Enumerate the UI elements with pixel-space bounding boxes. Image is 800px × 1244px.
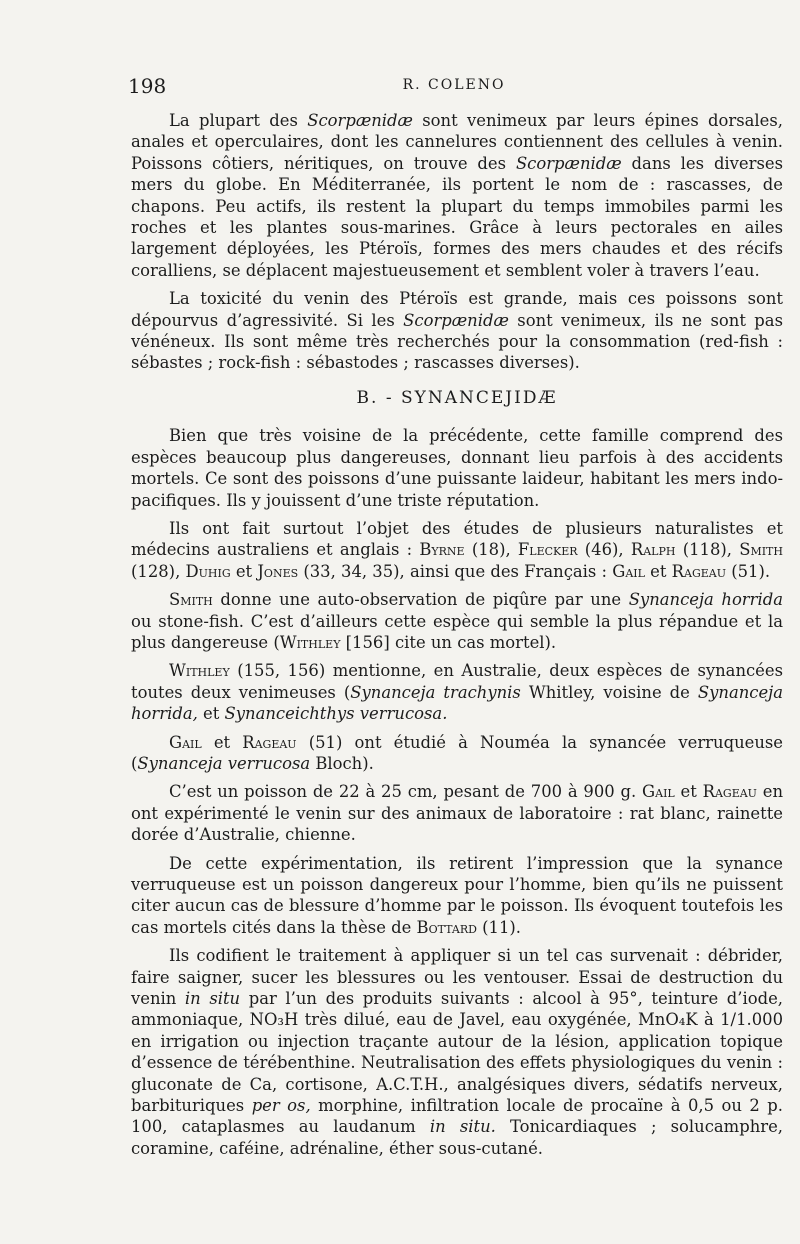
paragraph-6: Withley (155, 156) mentionne, en Australie, deux espèces de synancées toutes deux venimeuses (Synanceja trachynis Whitley, voisine de Synanceja horrida, et Synanceichthys verrucosa.: [131, 661, 784, 724]
paragraph-8: C’est un poisson de 22 à 25 cm, pesant de 700 à 900 g. Gail et Rageau en ont expérimenté le venin sur des animaux de laboratoire : rat blanc, rainette dorée d’Australie, chienne.: [131, 782, 784, 845]
page-body: [131, 110, 783, 1166]
author-name: Gail: [642, 782, 675, 802]
author-name: Rageau: [242, 732, 297, 752]
paragraph-7: Gail et Rageau (51) ont étudié à Nouméa la synancée verruqueuse (Synanceja verrucosa Bloch).: [131, 732, 783, 773]
author-name: Rageau: [671, 561, 726, 581]
author-name: Withley: [279, 632, 341, 652]
author-name: Jones: [257, 561, 299, 581]
author-name: Byrne: [419, 540, 465, 560]
page-header: [128, 74, 780, 100]
running-head: R. COLENO: [402, 77, 506, 93]
paragraph-10: Ils codifient le traitement à appliquer si un tel cas survenait : débrider, faire saigner, sucer les blessures ou les ventouser. Essai de destruction du venin in situ par l’un des produits suivants : alcool à 95°, teinture d’iode, ammoniaque, NO₃H très dilué, eau de Javel, eau oxygénée, MnO₄K à 1/1.000 en irrigation ou injection traçante autour de la lésion, application topique d’essence de térébenthine. Neutralisation des effets physiologiques du venin : gluconate de Ca, cortisone, A.C.T.H., analgésiques divers, sédatifs nerveux, barbituriques per os, morphine, infiltration locale de procaïne à 0,5 ou 2 p. 100, cataplasmes au laudanum in situ. Tonicardiaques ; solucamphre, coramine, caféine, adrénaline, éther sous-cutané.: [131, 946, 784, 1158]
author-name: Duhig: [185, 561, 231, 581]
author-name: Flecker: [517, 540, 578, 560]
author-name: Smith: [169, 590, 213, 610]
page-number: 198: [128, 74, 167, 98]
author-name: Rageau: [702, 782, 757, 802]
author-name: Gail: [169, 732, 202, 752]
paragraph-5: Smith donne une auto-observation de piqûre par une Synanceja horrida ou stone-fish. C’est d’ailleurs cette espèce qui semble la plus répandue et la plus dangereuse (Withley [156] cite un cas mortel).: [131, 590, 783, 652]
paragraph-4: Ils ont fait surtout l’objet des études de plusieurs naturalistes et médecins australiens et anglais : Byrne (18), Flecker (46), Ralph (118), Smith (128), Duhig et Jones (33, 34, 35), ainsi que des Français : Gail et Rageau (51).: [131, 518, 783, 581]
author-name: Gail: [612, 561, 645, 581]
author-name: Withley: [169, 661, 230, 681]
author-name: Smith: [739, 540, 783, 560]
author-name: Bottard: [416, 917, 477, 937]
paragraph-3: Bien que très voisine de la précédente, cette famille comprend des espèces beaucoup plus dangereuses, donnant lieu parfois à des accidents mortels. Ce sont des poissons d’une puissante laideur, habitant les mers indo-pacifiques. Ils y jouissent d’une triste réputation.: [131, 426, 783, 510]
paragraph-2: La toxicité du venin des Ptéroïs est grande, mais ces poissons sont dépourvus d’agressivité. Si les Scorpænidæ sont venimeux, ils ne sont pas vénéneux. Ils sont même très recherchés pour la consommation (red-fish : sébastes ; rock-fish : sébastodes ; rascasses diverses).: [131, 289, 783, 373]
section-heading: B. - SYNANCEJIDÆ: [356, 387, 558, 408]
author-name: Ralph: [630, 540, 676, 560]
paragraph-1: La plupart des Scorpænidæ sont venimeux par leurs épines dorsales, anales et operculaires, dont les cannelures contiennent des cellules à venin. Poissons côtiers, néritiques, on trouve des Scorpænidæ dans les diverses mers du globe. En Méditerranée, ils portent le nom de : rascasses, de chapons. Peu actifs, ils restent la plupart du temps immobiles parmi les roches et les plantes sous-marines. Grâce à leurs pectorales en ailes largement déployées, les Ptéroïs, formes des mers chaudes et des récifs coralliens, se déplacent majestueusement et semblent voler à travers l’eau.: [131, 111, 783, 280]
paragraph-9: De cette expérimentation, ils retirent l’impression que la synance verruqueuse est un poisson dangereux pour l’homme, bien qu’ils ne puissent citer aucun cas de blessure d’homme par le poisson. Ils évoquent toutefois les cas mortels cités dans la thèse de Bottard (11).: [131, 853, 783, 937]
